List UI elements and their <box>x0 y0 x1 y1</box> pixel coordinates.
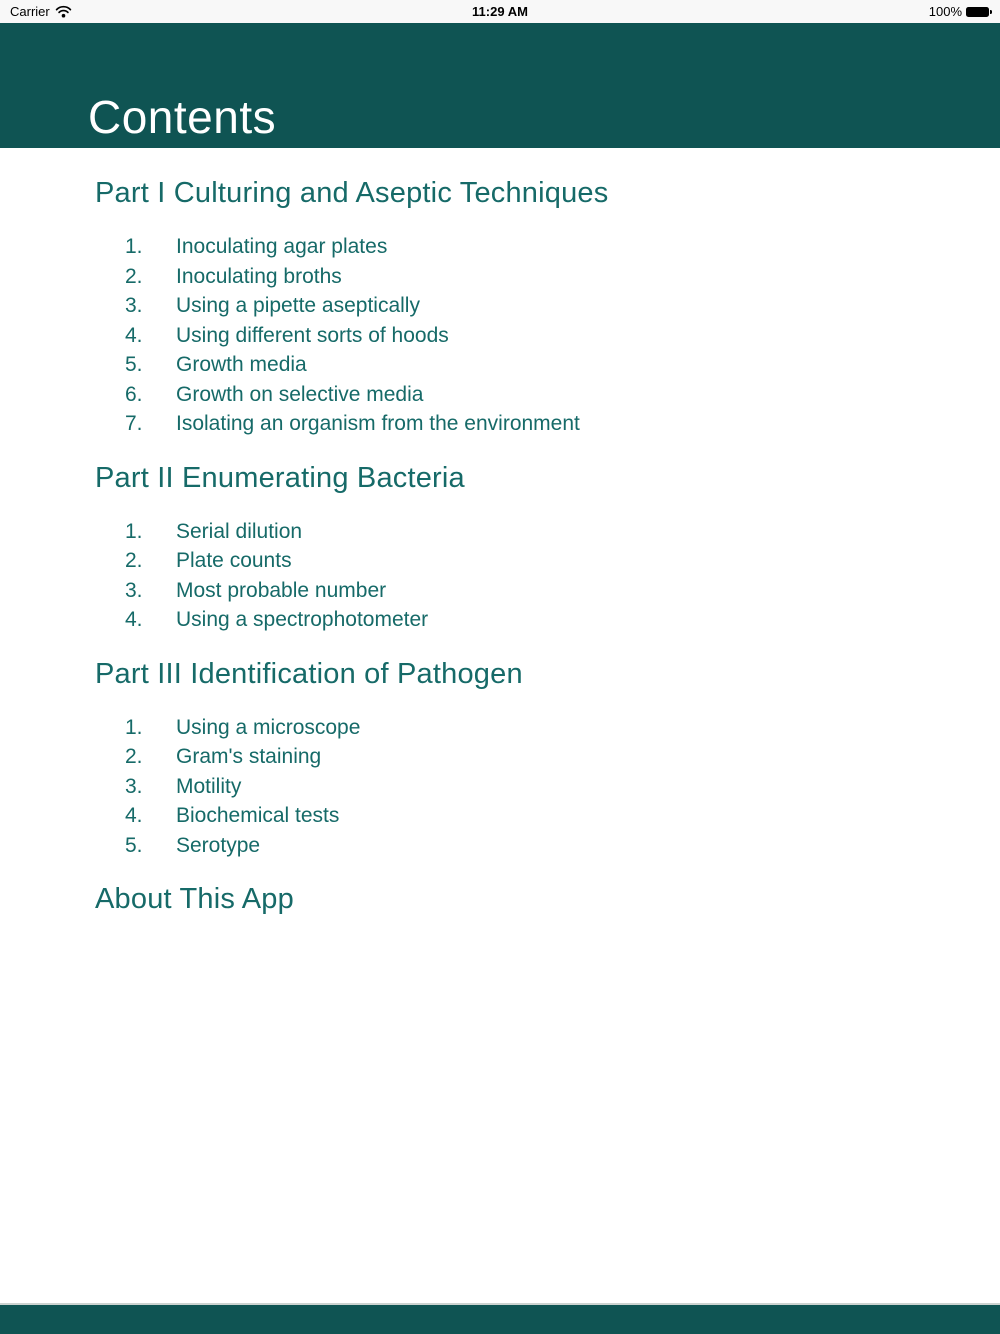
toc-item-number: 2. <box>125 549 143 572</box>
toc-item-number: 3. <box>125 294 143 317</box>
toc-list <box>95 517 940 635</box>
toc-item-label: Serial dilution <box>176 519 303 543</box>
status-bar <box>0 0 1000 23</box>
toc-item-number: 5. <box>125 353 143 376</box>
toc-section <box>95 884 940 914</box>
status-time: 11:29 AM <box>472 4 528 19</box>
toc-item[interactable] <box>95 742 940 772</box>
toc-item-label: Using different sorts of hoods <box>176 323 449 347</box>
toc-item-label: Gram's staining <box>176 745 322 768</box>
toc-item-number: 2. <box>125 264 143 288</box>
toc-item[interactable] <box>95 576 940 606</box>
toc-item-number: 6. <box>125 382 143 406</box>
toc-item-label: Biochemical tests <box>176 804 340 827</box>
toc-item-label: Most probable number <box>176 578 387 602</box>
toc-item[interactable] <box>95 605 940 635</box>
toc-item[interactable] <box>95 262 940 292</box>
toc-item[interactable] <box>95 801 940 831</box>
section-title: Part I Culturing and Aseptic Techniques <box>95 177 609 209</box>
section-title: Part III Identification of Pathogen <box>95 657 523 690</box>
toc-item-label: Growth on selective media <box>176 382 424 406</box>
toc-item-label: Isolating an organism from the environment <box>176 412 580 435</box>
toc-list <box>95 232 940 439</box>
toc-item-label: Serotype <box>176 833 261 857</box>
toc-item[interactable] <box>95 350 940 380</box>
page-title: Contents <box>88 91 277 143</box>
battery-icon <box>966 7 992 17</box>
section-title[interactable]: About This App <box>95 883 294 915</box>
section-title: Part II Enumerating Bacteria <box>95 461 465 494</box>
toc-item-label: Inoculating broths <box>176 264 342 288</box>
toc-item-number: 2. <box>125 745 143 768</box>
toc-item[interactable] <box>95 772 940 802</box>
toc-item-number: 3. <box>125 774 143 798</box>
toc-item[interactable] <box>95 831 940 861</box>
toc-item-label: Using a microscope <box>176 715 361 739</box>
toc-section <box>95 659 940 861</box>
toc-item-number: 7. <box>125 412 143 435</box>
toc-item[interactable] <box>95 232 940 262</box>
toc-section <box>95 463 940 635</box>
toc-item-label: Inoculating agar plates <box>176 235 388 258</box>
toc-item-number: 1. <box>125 235 143 258</box>
toc-item-number: 4. <box>125 323 143 347</box>
toc-item-number: 5. <box>125 833 143 857</box>
toc-item[interactable] <box>95 409 940 439</box>
battery-percent-label: 100% <box>928 4 962 19</box>
toc-item-number: 1. <box>125 519 143 543</box>
toc-item-number: 1. <box>125 715 143 739</box>
toc-item[interactable] <box>95 713 940 743</box>
bottom-toolbar <box>0 1303 1000 1334</box>
toc-item-label: Growth media <box>176 353 307 376</box>
toc-item-label: Using a spectrophotometer <box>176 608 429 631</box>
toc-section <box>95 178 940 439</box>
toc-item-number: 4. <box>125 804 143 827</box>
toc-list <box>95 713 940 861</box>
toc-sections <box>0 148 1000 1303</box>
toc-item-label: Using a pipette aseptically <box>176 294 420 317</box>
toc-item[interactable] <box>95 291 940 321</box>
toc-item-number: 3. <box>125 578 143 602</box>
header <box>0 23 1000 148</box>
toc-item[interactable] <box>95 546 940 576</box>
status-right <box>929 0 992 23</box>
toc-item-label: Motility <box>176 774 242 798</box>
toc-item-label: Plate counts <box>176 549 292 572</box>
toc-item[interactable] <box>95 321 940 351</box>
toc-item-number: 4. <box>125 608 143 631</box>
carrier-label: Carrier <box>10 4 50 19</box>
toc-item[interactable] <box>95 380 940 410</box>
toc-item[interactable] <box>95 517 940 547</box>
